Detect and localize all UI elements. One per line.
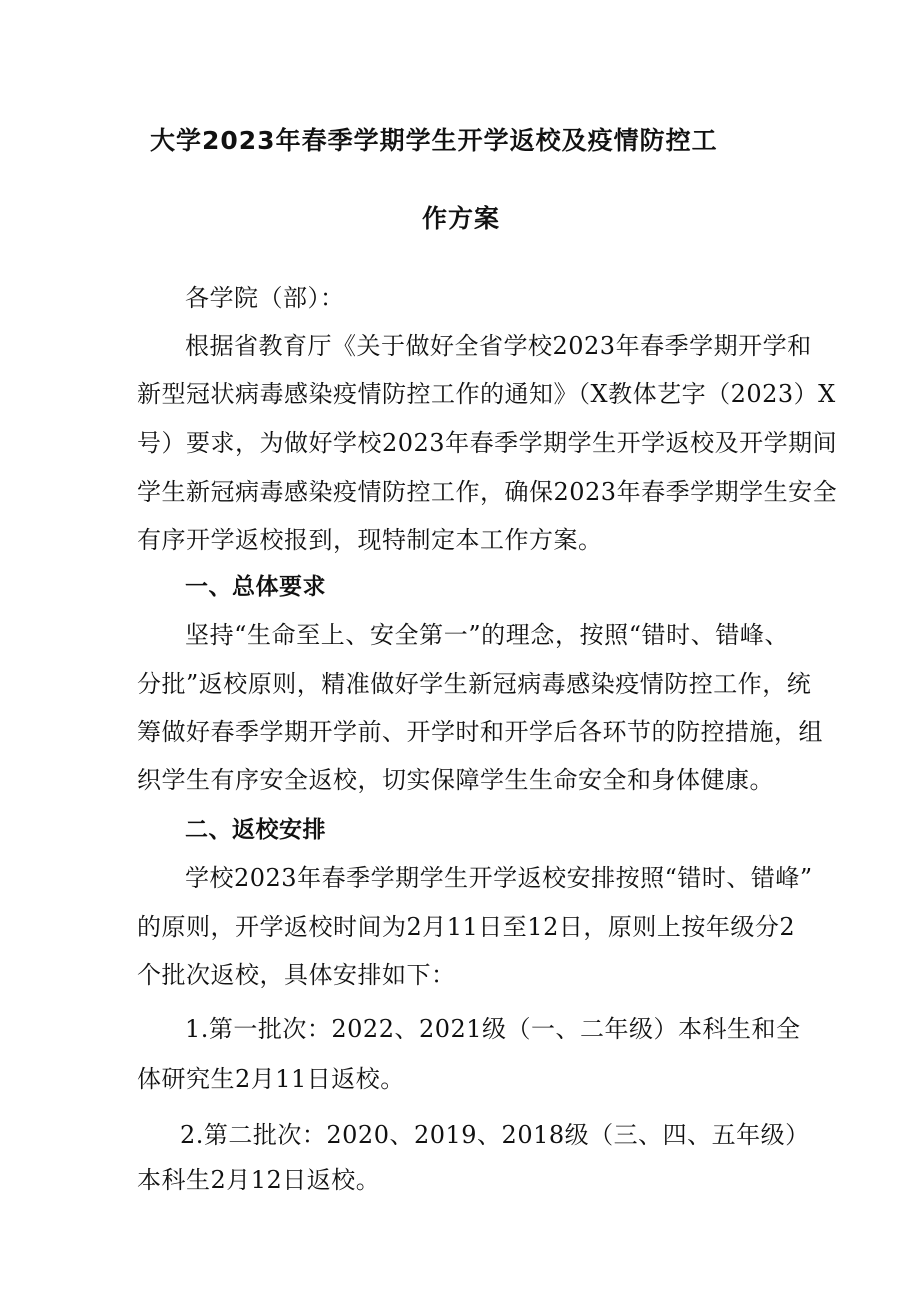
section2-line-2: 的原则，开学返校时间为2月11日至12日，原则上按年级分2	[137, 913, 796, 941]
intro-line-1: 根据省教育厅《关于做好全省学校2023年春季学期开学和	[185, 332, 812, 360]
section1-line-3: 筹做好春季学期开学前、开学时和开学后各环节的防控措施，组	[137, 718, 823, 746]
batch1-line-2: 体研究生2月11日返校。	[137, 1065, 405, 1093]
batch2-line-1: 2.第二批次：2020、2019、2018级（三、四、五年级）	[180, 1121, 810, 1149]
document-title-line-1: 大学2023年春季学期学生开学返校及疫情防控工	[150, 126, 718, 155]
salutation: 各学院（部）：	[185, 284, 345, 312]
document-title-line-2: 作方案	[422, 204, 501, 233]
intro-line-3: 号）要求，为做好学校2023年春季学期学生开学返校及开学期间	[137, 429, 838, 457]
batch1-line-1: 1.第一批次：2022、2021级（一、二年级）本科生和全	[185, 1015, 801, 1043]
section1-line-2: 分批”返校原则，精准做好学生新冠病毒感染疫情防控工作，统	[137, 670, 812, 698]
section1-line-4: 织学生有序安全返校，切实保障学生生命安全和身体健康。	[137, 766, 774, 794]
batch2-line-2: 本科生2月12日返校。	[137, 1166, 381, 1194]
intro-line-2: 新型冠状病毒感染疫情防控工作的通知》（X教体艺字（2023）X	[137, 380, 836, 408]
section2-line-3: 个批次返校，具体安排如下：	[137, 961, 456, 989]
section-heading-2: 二、返校安排	[185, 817, 326, 843]
section-heading-1: 一、总体要求	[185, 574, 326, 600]
section1-line-1: 坚持“生命至上、安全第一”的理念，按照“错时、错峰、	[185, 621, 789, 649]
intro-line-5: 有序开学返校报到，现特制定本工作方案。	[137, 526, 603, 554]
section2-line-1: 学校2023年春季学期学生开学返校安排按照“错时、错峰”	[185, 864, 813, 892]
intro-line-4: 学生新冠病毒感染疫情防控工作，确保2023年春季学期学生安全	[137, 478, 838, 506]
